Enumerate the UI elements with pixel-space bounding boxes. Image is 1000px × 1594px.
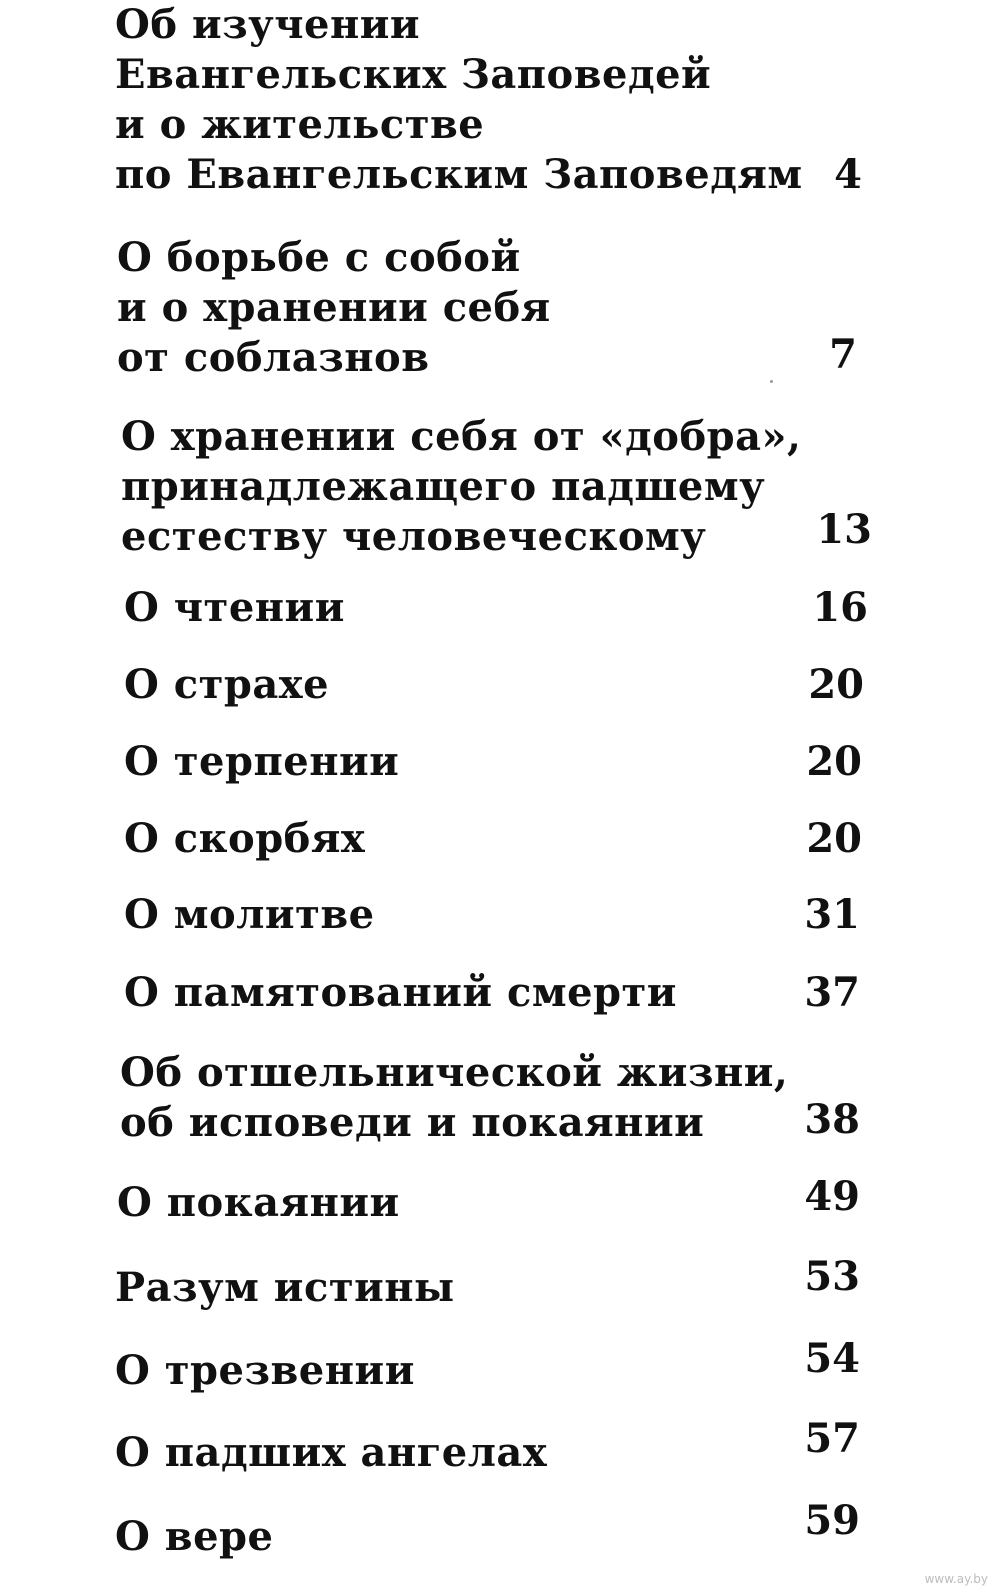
toc-entry-title xyxy=(121,412,801,562)
toc-entry-line: и о жительстве xyxy=(115,101,485,148)
toc-entry-line: Об изучении xyxy=(115,1,421,48)
toc-entry-title xyxy=(117,1178,400,1228)
toc-entry-title xyxy=(115,1428,547,1478)
toc-entry-line: О покаянии xyxy=(117,1179,400,1226)
toc-entry-title xyxy=(124,814,365,864)
toc-entry-line: принадлежащего падшему xyxy=(121,463,766,510)
toc-entry-page-number: 20 xyxy=(806,815,862,862)
toc-entry-line: О страхе xyxy=(124,661,330,708)
toc-entry-title xyxy=(124,968,677,1018)
toc-entry-title xyxy=(124,660,329,710)
toc-entry-title xyxy=(120,1048,788,1148)
toc-entry-line: О молитве xyxy=(124,891,375,938)
toc-entry-page-number: 13 xyxy=(816,506,872,553)
toc-entry-title xyxy=(124,737,399,787)
toc-entry-title xyxy=(115,1346,415,1396)
toc-entry-title xyxy=(124,890,375,940)
toc-entry-page-number: 16 xyxy=(812,584,868,631)
toc-entry-line: О хранении себя от «добра», xyxy=(121,413,802,460)
toc-entry-page-number: 37 xyxy=(804,969,860,1016)
scan-speck xyxy=(770,380,773,383)
toc-entry-line: Разум истины xyxy=(115,1264,455,1311)
toc-entry-line: Евангельских Заповедей xyxy=(115,51,712,98)
toc-entry-line: О борьбе с собой xyxy=(117,234,521,281)
toc-entry-title xyxy=(124,583,345,633)
toc-entry-page-number: 59 xyxy=(804,1497,860,1544)
toc-entry-line: О терпении xyxy=(124,738,400,785)
toc-entry-line: от соблазнов xyxy=(117,334,430,381)
toc-entry-line: и о хранении себя xyxy=(117,284,551,331)
toc-entry-page-number: 20 xyxy=(808,661,864,708)
watermark: www.ay.by xyxy=(924,1572,988,1586)
toc-entry-page-number: 4 xyxy=(834,151,862,198)
toc-entry-page-number: 38 xyxy=(804,1096,860,1143)
toc-entry-line: Об отшельнической жизни, xyxy=(120,1049,789,1096)
toc-entry-line: О падших ангелах xyxy=(115,1429,548,1476)
toc-entry-line: естеству человеческому xyxy=(121,513,707,560)
toc-entry-page-number: 54 xyxy=(804,1335,860,1382)
toc-entry-title xyxy=(115,1512,273,1562)
toc-entry-page-number: 53 xyxy=(804,1253,860,1300)
toc-entry-page-number: 7 xyxy=(829,331,857,378)
toc-entry-line: О памятований смерти xyxy=(124,969,677,1016)
toc-entry-line: О чтении xyxy=(124,584,345,631)
toc-entry-line: об исповеди и покаянии xyxy=(120,1099,705,1146)
toc-entry-title xyxy=(115,0,803,200)
toc-entry-page-number: 49 xyxy=(804,1173,860,1220)
toc-entry-page-number: 31 xyxy=(804,891,860,938)
toc-entry-line: О трезвении xyxy=(115,1347,415,1394)
toc-entry-page-number: 57 xyxy=(804,1415,860,1462)
toc-entry-title xyxy=(115,1263,455,1313)
toc-entry-line: О вере xyxy=(115,1513,274,1560)
toc-entry-title xyxy=(117,233,551,383)
toc-entry-page-number: 20 xyxy=(806,738,862,785)
toc-entry-line: О скорбях xyxy=(124,815,366,862)
toc-entry-line: по Евангельским Заповедям xyxy=(115,151,803,198)
